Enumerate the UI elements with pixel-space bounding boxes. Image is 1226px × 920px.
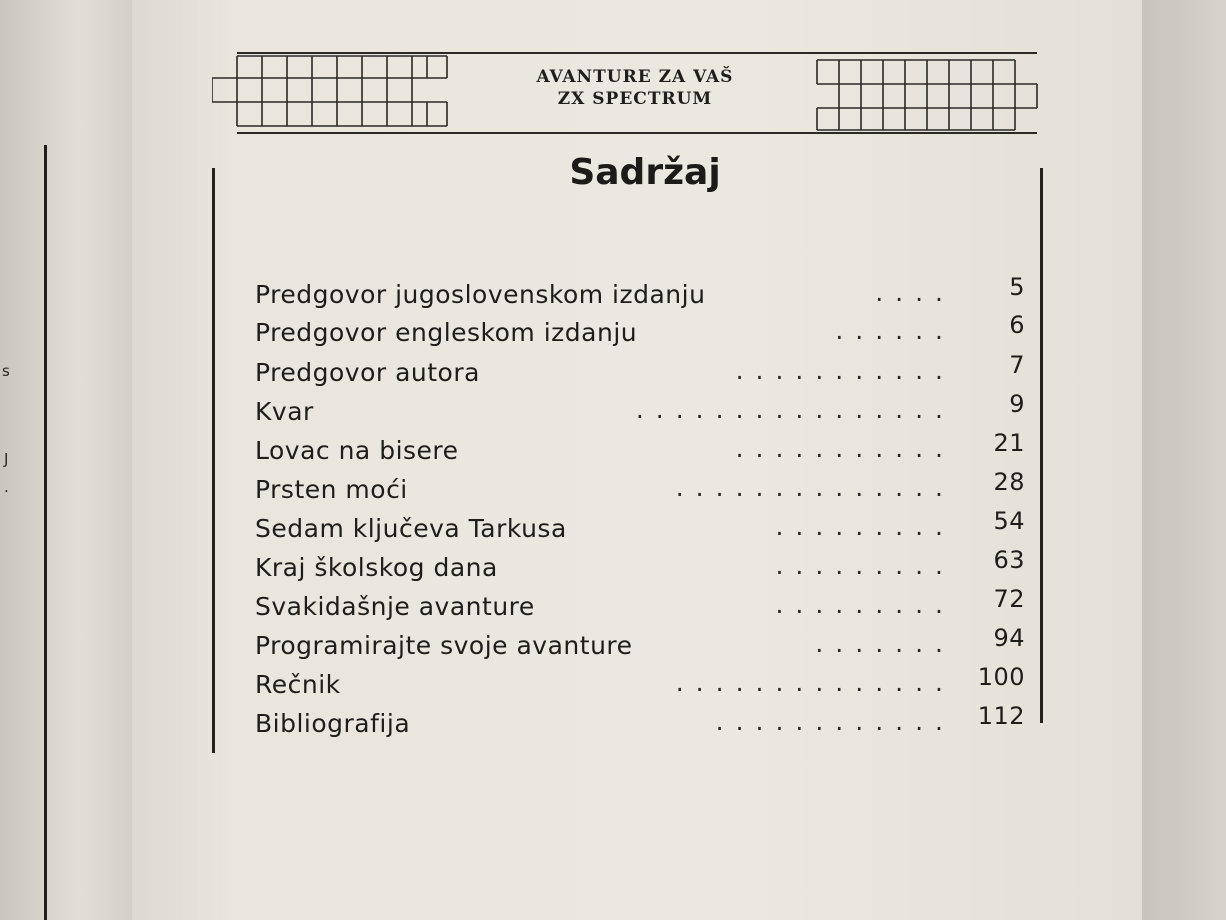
toc-entry-title: Lovac na bisere (255, 436, 459, 465)
toc-entry-title: Kvar (255, 397, 314, 426)
toc-entry-page: 94 (993, 624, 1025, 652)
toc-entry (255, 275, 1025, 309)
toc-entry (255, 353, 1025, 387)
series-title (470, 66, 800, 110)
left-page-fragment: J (4, 450, 9, 468)
left-page-rule (44, 145, 47, 920)
toc-entry (255, 509, 1025, 543)
toc-entry-page: 9 (1009, 390, 1025, 418)
toc-entry-title: Predgovor engleskom izdanju (255, 318, 638, 347)
toc-left-rule (212, 168, 215, 753)
toc-leader-dots: .... (875, 278, 955, 307)
toc-leader-dots: ......... (775, 512, 955, 541)
left-facing-page (0, 0, 132, 920)
page-edge (1142, 0, 1226, 920)
toc-entry-title: Kraj školskog dana (255, 553, 498, 582)
toc-entry-page: 6 (1009, 311, 1025, 339)
header-grid-right (815, 58, 1040, 134)
toc-entry-title: Programirajte svoje avanture (255, 631, 633, 660)
toc-leader-dots: .............. (675, 473, 955, 502)
toc-leader-dots: ........... (735, 434, 955, 463)
toc-entry-title: Predgovor autora (255, 358, 480, 387)
toc-entry (255, 626, 1025, 660)
toc-right-rule (1040, 168, 1043, 723)
header-grid-left (212, 54, 452, 130)
left-page-fragment: . (4, 478, 9, 496)
toc-entry (255, 431, 1025, 465)
toc-leader-dots: ......... (775, 551, 955, 580)
toc-entry-page: 21 (993, 429, 1025, 457)
toc-entry (255, 392, 1025, 426)
toc-leader-dots: ............ (715, 707, 955, 736)
toc-leader-dots: ....... (815, 629, 955, 658)
toc-entry-title: Prsten moći (255, 475, 408, 504)
toc-entry-page: 28 (993, 468, 1025, 496)
toc-entry-page: 72 (993, 585, 1025, 613)
toc-entry-title: Predgovor jugoslovenskom izdanju (255, 280, 706, 309)
toc-leader-dots: ...... (835, 316, 955, 345)
toc-entry (255, 665, 1025, 699)
toc-entry-title: Svakidašnje avanture (255, 592, 535, 621)
toc-entry-page: 100 (977, 663, 1025, 691)
toc-leader-dots: .............. (675, 668, 955, 697)
toc-entry-title: Rečnik (255, 670, 341, 699)
toc-entry (255, 313, 1025, 347)
toc-entry-page: 63 (993, 546, 1025, 574)
toc-leader-dots: ......... (775, 590, 955, 619)
toc-entry-title: Bibliografija (255, 709, 411, 738)
toc-entry-page: 5 (1009, 273, 1025, 301)
toc-entry (255, 704, 1025, 738)
toc-entry (255, 470, 1025, 504)
left-page-fragment: s (2, 362, 10, 380)
toc-entry-page: 112 (977, 702, 1025, 730)
series-title-line2: ZX SPECTRUM (557, 89, 713, 109)
toc-entry-page: 54 (993, 507, 1025, 535)
toc-entry-title: Sedam ključeva Tarkusa (255, 514, 567, 543)
toc-entry-page: 7 (1009, 351, 1025, 379)
toc-entry (255, 587, 1025, 621)
toc-leader-dots: ................ (635, 395, 955, 424)
page-title: Sadržaj (569, 152, 721, 193)
series-title-line1: AVANTURE ZA VAŠ (536, 67, 734, 87)
toc-entry (255, 548, 1025, 582)
toc-leader-dots: ........... (735, 356, 955, 385)
